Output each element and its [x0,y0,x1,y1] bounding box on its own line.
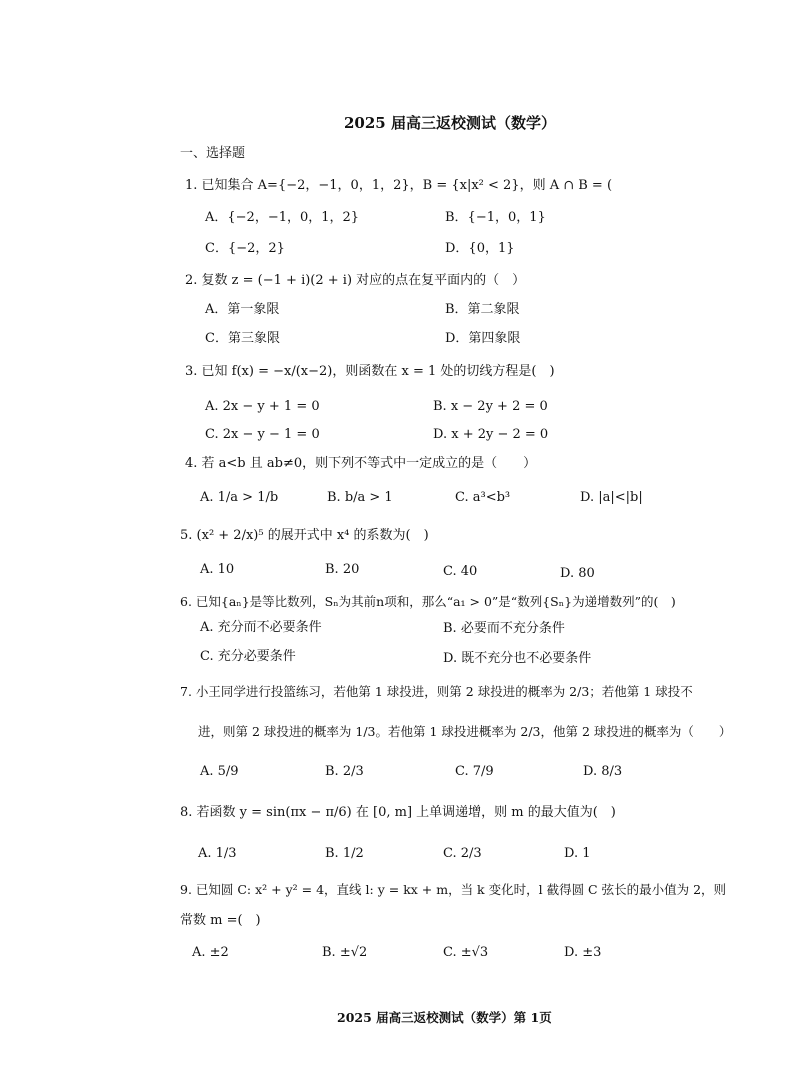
question-2-option-b: B．第二象限 [445,302,520,317]
question-7-option-d: D. 8/3 [583,764,623,779]
question-3-option-c: C. 2x − y − 1 = 0 [205,427,320,442]
question-5-option-d: D. 80 [560,566,595,581]
question-6-option-a: A. 充分而不必要条件 [200,620,322,635]
question-5-stem: 5. (x² + 2/x)⁵ 的展开式中 x⁴ 的系数为( ) [180,528,429,543]
question-5-option-c: C. 40 [443,564,478,579]
question-2-option-a: A．第一象限 [205,302,280,317]
question-7-option-c: C. 7/9 [455,764,494,779]
question-8-option-a: A. 1/3 [198,846,237,861]
question-7-stem-continued: 进，则第 2 球投进的概率为 1/3。若他第 1 球投进概率为 2/3，他第 2 球投进的概率为（ ） [198,724,732,739]
section-heading: 一、选择题 [180,146,246,161]
question-7-option-b: B. 2/3 [325,764,364,779]
question-9-stem-continued: 常数 m =( ) [180,913,261,928]
question-9-stem: 9. 已知圆 C: x² + y² = 4，直线 l: y = kx + m，当 k 变化时，l 截得圆 C 弦长的最小值为 2，则 [180,882,727,897]
question-1-stem: 1. 已知集合 A={−2，−1，0，1，2}，B = {x|x² < 2}，则 A ∩ B = ( [185,178,613,193]
question-3-option-d: D. x + 2y − 2 = 0 [433,427,549,442]
question-2-option-d: D．第四象限 [445,331,521,346]
question-8-stem: 8. 若函数 y = sin(πx − π/6) 在 [0, m] 上单调递增，则 m 的最大值为( ) [180,805,616,820]
question-8-option-c: C. 2/3 [443,846,482,861]
question-5-option-a: A. 10 [200,562,235,577]
question-1-option-b: B．{−1，0，1} [445,210,546,225]
question-9-option-c: C. ±√3 [443,945,489,960]
question-5-option-b: B. 20 [325,562,360,577]
question-3-option-b: B. x − 2y + 2 = 0 [433,399,548,414]
question-6-option-c: C. 充分必要条件 [200,649,296,664]
question-8-option-b: B. 1/2 [325,846,364,861]
question-1-option-c: C．{−2，2} [205,241,285,256]
question-7-stem: 7. 小王同学进行投篮练习，若他第 1 球投进，则第 2 球投进的概率为 2/3；若他第 1 球投不 [180,684,693,699]
question-3-option-a: A. 2x − y + 1 = 0 [205,399,320,414]
question-1-option-a: A．{−2，−1，0，1，2} [205,210,360,225]
question-4-option-d: D. |a|<|b| [580,490,643,505]
question-7-option-a: A. 5/9 [200,764,239,779]
question-4-stem: 4. 若 a<b 且 ab≠0，则下列不等式中一定成立的是（ ） [185,456,537,471]
question-1-option-d: D．{0，1} [445,241,515,256]
question-2-option-c: C．第三象限 [205,331,280,346]
question-6-option-b: B. 必要而不充分条件 [443,621,565,636]
question-6-stem: 6. 已知{aₙ}是等比数列，Sₙ为其前n项和，那么“a₁ > 0”是“数列{Sₙ}为递增数列”的( ) [180,594,676,609]
question-9-option-d: D. ±3 [564,945,602,960]
question-8-option-d: D. 1 [564,846,591,861]
question-6-option-d: D. 既不充分也不必要条件 [443,651,592,666]
question-9-option-b: B. ±√2 [322,945,368,960]
question-2-stem: 2. 复数 z = (−1 + i)(2 + i) 对应的点在复平面内的（ ） [185,273,526,288]
question-4-option-a: A. 1/a > 1/b [200,490,279,505]
question-4-option-c: C. a³<b³ [455,490,511,505]
question-9-option-a: A. ±2 [192,945,229,960]
question-4-option-b: B. b/a > 1 [327,490,393,505]
page-footer: 2025 届高三返校测试（数学）第 1页 [337,1010,552,1025]
page-title: 2025 届高三返校测试（数学） [344,114,556,132]
question-3-stem: 3. 已知 f(x) = −x/(x−2)，则函数在 x = 1 处的切线方程是( ) [185,364,555,379]
